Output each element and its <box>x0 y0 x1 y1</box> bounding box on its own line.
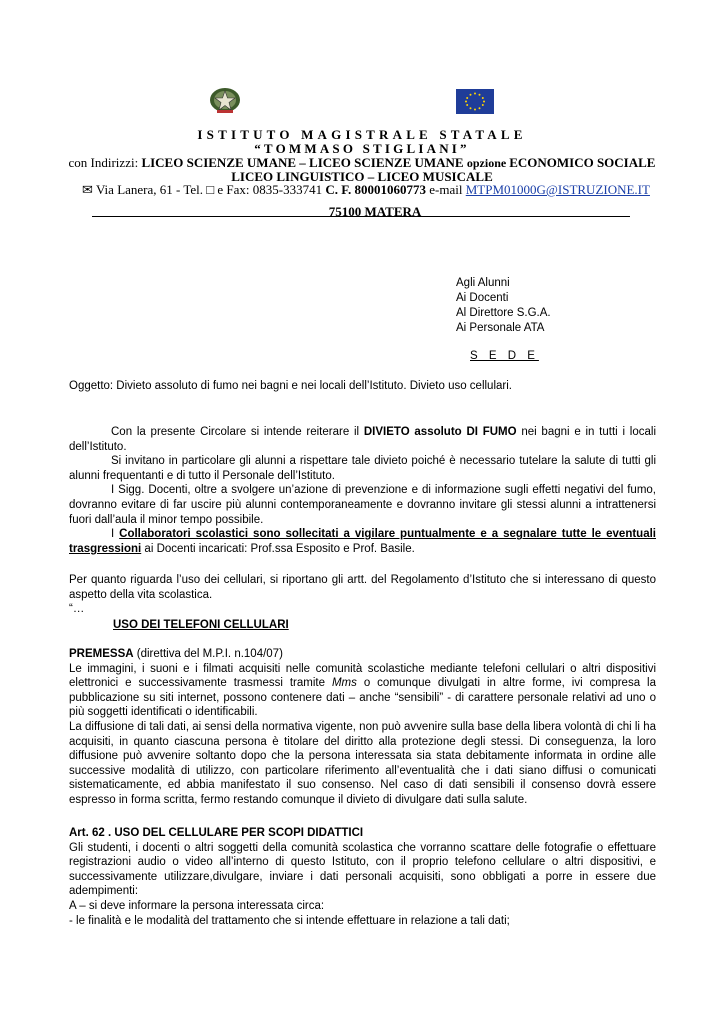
contact-line <box>60 182 672 198</box>
text: o comunque divulgati in altre forme, ivi compresa la pubblicazione su siti internet, possono contenere dati – anche “sensibili” - di carattere personale relativi ad uno o più soggetti identificati o identificabili. <box>69 677 656 719</box>
text: Le immagini, i suoni e i filmati acquisiti nelle comunità scolastiche mediante telefoni cellulari o altri dispositivi elettronici e successivamente trasmessi tramite <box>69 662 656 690</box>
tracks-prefix: con Indirizzi: <box>68 155 142 170</box>
recipients-block <box>456 276 551 336</box>
recipient: Ai Personale ATA <box>456 322 545 334</box>
institute-name: ISTITUTO MAGISTRALE STATALE <box>197 127 527 142</box>
institute-tracks-2: LICEO LINGUISTICO – LICEO MUSICALE <box>231 169 493 184</box>
recipient: Al Direttore S.G.A. <box>456 307 551 319</box>
paragraph <box>69 425 656 454</box>
premessa-block <box>69 647 656 808</box>
institute-dedication: “TOMMASO STIGLIANI” <box>254 141 470 156</box>
email-label: e-mail <box>429 182 463 197</box>
quote-open: “… <box>69 603 85 616</box>
paragraph: La diffusione di tali dati, ai sensi della normativa vigente, non può avvenire sulla base della libera volontà di chi li ha acquisiti, in quanto ciascuna persona è titolare del diritto alla protezione degli stessi. Di conseguenza, la loro diffusione può avvenire soltanto dopo che la persona interessata sia stata debitamente informata in ordine alle successive modalità di utilizzo, con particolare riferimento all’eventualità che i dati siano diffusi o comunicati sistematicamente, ed abbia manifestato il suo consenso. Nel caso di dati sensibili il consenso dovrà essere espresso in forma scritta, fermo restando comunque il divieto di divulgare dati sulla salute. <box>69 720 656 806</box>
mobile-intro <box>69 573 656 617</box>
tracks-b: opzione <box>466 156 510 170</box>
premessa-heading <box>69 647 656 662</box>
paragraph: Gli studenti, i docenti o altri soggetti della comunità scolastica che vorranno scattare delle fotografie o effettuare registrazioni audio o video all’interno di questo Istituto, con il proprio telefono cellulare o altri dispositivi, e successivamente utilizzare,divulgare, inviare i dati personali acquisiti, sono obbligati a porre in essere due adempimenti: <box>69 841 656 898</box>
paragraph: I Sigg. Docenti, oltre a svolgere un’azione di prevenzione e di informazione sugli effetti negativi del fumo, dovranno evitare di far uscire più alunni contemporaneamente e dovranno invitare gli stessi alunni a intrattenersi fuori dall’aula il minor tempo possibile. <box>69 484 656 526</box>
paragraph <box>69 527 656 556</box>
email-link[interactable]: MTPM01000G@ISTRUZIONE.IT <box>465 182 650 197</box>
fiscal-code: C. F. 80001060773 <box>325 182 427 197</box>
sede-label: S E D E <box>470 350 539 362</box>
smoking-ban-emphasis: DIVIETO assoluto DI FUMO <box>363 426 517 438</box>
section-title <box>113 618 513 633</box>
header-divider <box>92 216 630 217</box>
subject-line: Oggetto: Divieto assoluto di fumo nei bagni e nei locali dell’Istituto. Divieto uso cellulari. <box>69 380 512 392</box>
phone-icon: □ <box>206 182 215 197</box>
section-title-text: USO DEI TELEFONI CELLULARI <box>113 619 289 631</box>
text: ai Docenti incaricati: Prof.ssa Esposito e Prof. Basile. <box>141 542 415 555</box>
republic-emblem-icon <box>208 86 242 114</box>
list-item: A – si deve informare la persona interessata circa: <box>69 899 325 912</box>
address: Via Lanera, 61 - Tel. <box>95 182 204 197</box>
paragraph: Per quanto riguarda l’uso dei cellulari, si riportano gli artt. del Regolamento d’Istituto che si interessano di questo aspetto della vita scolastica. <box>69 574 656 601</box>
text: Con la presente Circolare si intende reiterare il <box>111 426 364 438</box>
art62-title: Art. 62 . USO DEL CELLULARE PER SCOPI DIDATTICI <box>69 827 364 839</box>
paragraph: Si invitano in particolare gli alunni a rispettare tale divieto poiché è necessario tutelare la salute di tutti gli alunni frequentanti e di tutto il Personale dell’Istituto. <box>69 455 656 482</box>
list-item: - le finalità e le modalità del trattamento che si intende effettuare in relazione a tali dati; <box>69 914 510 927</box>
text: Mms <box>331 677 357 690</box>
recipient: Ai Docenti <box>456 292 509 304</box>
text: I <box>111 528 120 541</box>
art62-block <box>69 826 656 928</box>
premessa-label: PREMESSA <box>69 648 134 660</box>
recipient: Agli Alunni <box>456 277 510 289</box>
tracks-c: ECONOMICO SOCIALE <box>509 155 656 170</box>
envelope-icon: ✉ <box>82 182 93 197</box>
text: nei bagni e in tutti i locali dell’Istituto. <box>69 426 656 453</box>
eu-flag-icon <box>456 89 494 114</box>
circular-body <box>69 425 656 556</box>
fax: e Fax: 0835-333741 <box>217 182 323 197</box>
premessa-ref: (direttiva del M.P.I. n.104/07) <box>133 648 283 660</box>
collaborators-emphasis: Collaboratori scolastici sono sollecitati a vigilare puntualmente e a segnalare tutte le eventuali trasgressioni <box>69 528 656 555</box>
tracks-a: LICEO SCIENZE UMANE – LICEO SCIENZE UMANE <box>141 155 467 170</box>
city-line: 75100 MATERA <box>328 204 422 219</box>
paragraph <box>69 662 656 720</box>
